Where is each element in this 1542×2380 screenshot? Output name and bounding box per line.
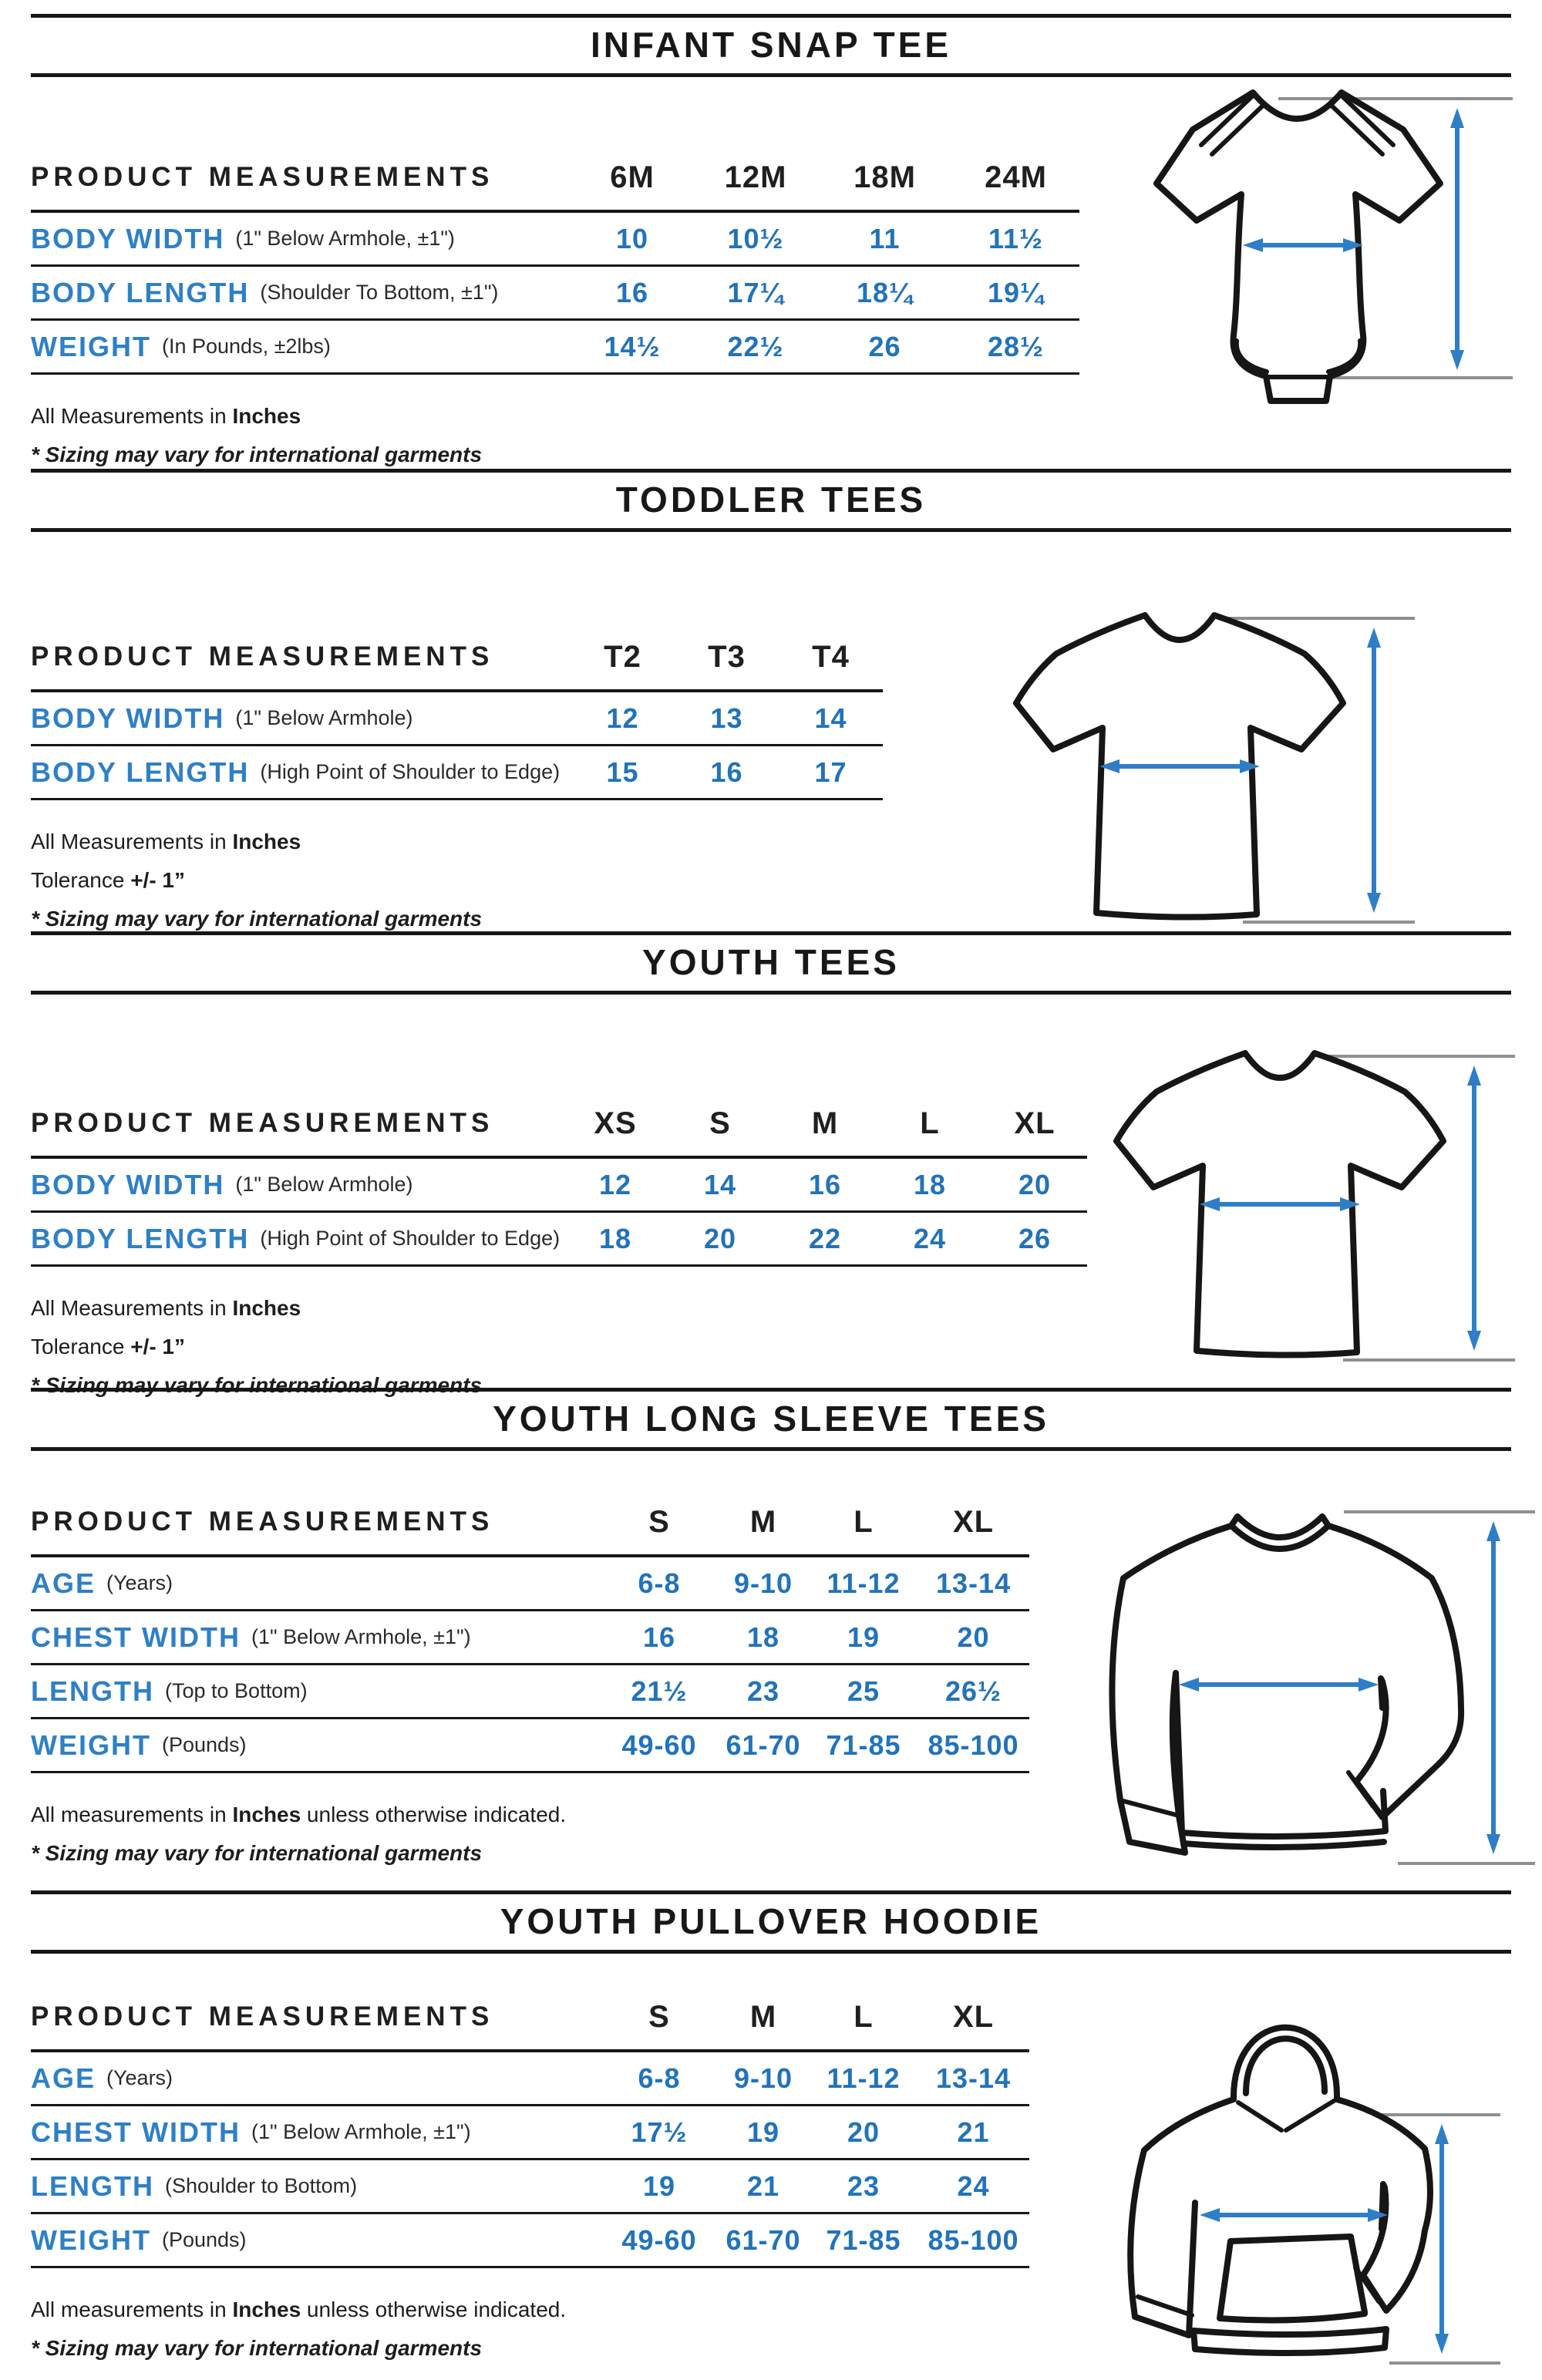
- column-header-l: L: [810, 1490, 917, 1557]
- infant-measurements-table: [31, 145, 1079, 375]
- section-title-band: [31, 931, 1511, 995]
- value-cell: 19: [717, 2106, 810, 2160]
- footnote-text: Tolerance: [31, 1335, 131, 1358]
- value-cell: 16: [773, 1159, 877, 1213]
- value-cell: 13-14: [917, 1557, 1029, 1611]
- section-title: YOUTH TEES: [642, 942, 900, 982]
- value-cell: 10: [571, 213, 694, 267]
- column-header-s: S: [601, 1490, 717, 1557]
- table-header-label: PRODUCT MEASUREMENTS: [31, 1490, 601, 1557]
- value-cell: 17: [779, 746, 883, 800]
- value-cell: 49-60: [601, 2214, 717, 2268]
- value-cell: 20: [668, 1213, 773, 1267]
- row-label: WEIGHT: [31, 330, 151, 362]
- value-cell: 15: [571, 746, 675, 800]
- row-label: CHEST WIDTH: [31, 2116, 241, 2148]
- length-arrow: [1486, 1521, 1500, 1854]
- row-label: BODY WIDTH: [31, 1168, 225, 1200]
- row-label-cell: [31, 746, 571, 800]
- column-header-xl: XL: [917, 1490, 1029, 1557]
- row-note: (1" Below Armhole, ±1"): [251, 2120, 471, 2143]
- column-header-18m: 18M: [817, 145, 952, 213]
- footnote-text: All Measurements in: [31, 830, 233, 853]
- row-label-cell: [31, 1611, 601, 1665]
- value-cell: 9-10: [717, 2052, 810, 2106]
- footnote-bold: Inches: [232, 1803, 301, 1826]
- value-cell: 16: [571, 267, 694, 321]
- footnote-text: unless otherwise indicated.: [301, 2298, 567, 2321]
- value-cell: 18¼: [817, 267, 952, 321]
- column-header-s: S: [668, 1091, 773, 1159]
- value-cell: 25: [810, 1665, 917, 1719]
- column-header-m: M: [773, 1091, 877, 1159]
- row-label-cell: [31, 1719, 601, 1773]
- value-cell: 23: [810, 2160, 917, 2214]
- chest-width-arrow: [1200, 2208, 1388, 2222]
- value-cell: 14: [668, 1159, 773, 1213]
- value-cell: 26: [982, 1213, 1087, 1267]
- row-note: (1" Below Armhole): [235, 706, 413, 729]
- value-cell: 22: [773, 1213, 877, 1267]
- long-sleeve-measurements-table: [31, 1490, 1029, 1773]
- section-youth-long-sleeve-tees: [0, 1388, 1542, 1880]
- value-cell: 26: [817, 321, 952, 375]
- row-label-cell: [31, 1557, 601, 1611]
- row-note: (Shoulder To Bottom, ±1"): [260, 281, 499, 304]
- value-cell: 18: [877, 1159, 982, 1213]
- footnote-bold: +/- 1”: [130, 1335, 185, 1358]
- footnote-bold: Inches: [232, 830, 301, 853]
- length-guide-lines: [1344, 1512, 1535, 1863]
- toddler-measurements-table: [31, 624, 883, 800]
- value-cell: 21: [917, 2106, 1029, 2160]
- row-label: BODY LENGTH: [31, 756, 250, 788]
- row-label: LENGTH: [31, 2170, 154, 2202]
- footnote-sizing: * Sizing may vary for international garments: [31, 1841, 483, 1865]
- body-length-arrow: [1450, 108, 1464, 370]
- column-header-m: M: [717, 1984, 810, 2052]
- row-label-cell: [31, 2052, 601, 2106]
- row-label: AGE: [31, 2062, 96, 2094]
- footnote-text: Tolerance: [31, 868, 131, 892]
- value-cell: 6-8: [601, 1557, 717, 1611]
- column-header-xl: XL: [982, 1091, 1087, 1159]
- value-cell: 12: [563, 1159, 668, 1213]
- row-note: (Pounds): [161, 2228, 247, 2251]
- footnote-text: All Measurements in: [31, 1296, 233, 1320]
- value-cell: 85-100: [917, 2214, 1029, 2268]
- section-title-band: [31, 1890, 1511, 1954]
- hoodie-measurements-table: [31, 1984, 1029, 2268]
- chest-width-arrow: [1179, 1678, 1379, 1692]
- row-label: WEIGHT: [31, 2223, 151, 2256]
- section-title: TODDLER TEES: [615, 480, 927, 520]
- section-title-band: [31, 1388, 1511, 1451]
- value-cell: 17¼: [694, 267, 817, 321]
- row-label: BODY WIDTH: [31, 702, 225, 734]
- footnote-text: All measurements in: [31, 2298, 233, 2321]
- pullover-hoodie-illustration: [1079, 1970, 1511, 2378]
- row-note: (Top to Bottom): [165, 1679, 308, 1702]
- value-cell: 24: [877, 1213, 982, 1267]
- section-title: YOUTH LONG SLEEVE TEES: [493, 1399, 1049, 1439]
- section-title-band: [31, 469, 1511, 532]
- column-header-xl: XL: [917, 1984, 1029, 2052]
- column-header-s: S: [601, 1984, 717, 2052]
- length-arrow: [1435, 2124, 1449, 2354]
- value-cell: 28½: [952, 321, 1079, 375]
- value-cell: 20: [917, 1611, 1029, 1665]
- value-cell: 13: [675, 692, 779, 746]
- value-cell: 18: [717, 1611, 810, 1665]
- value-cell: 23: [717, 1665, 810, 1719]
- column-header-xs: XS: [563, 1091, 668, 1159]
- row-note: (Pounds): [161, 1733, 247, 1756]
- column-header-m: M: [717, 1490, 810, 1557]
- row-note: (High Point of Shoulder to Edge): [260, 1227, 561, 1250]
- value-cell: 11-12: [810, 2052, 917, 2106]
- section-title: YOUTH PULLOVER HOODIE: [500, 1901, 1042, 1941]
- value-cell: 6-8: [601, 2052, 717, 2106]
- value-cell: 19: [601, 2160, 717, 2214]
- value-cell: 20: [810, 2106, 917, 2160]
- row-label: LENGTH: [31, 1675, 154, 1707]
- column-header-12m: 12M: [694, 145, 817, 213]
- row-note: (High Point of Shoulder to Edge): [260, 760, 561, 783]
- row-label-cell: [31, 2214, 601, 2268]
- row-label-cell: [31, 2106, 601, 2160]
- section-title-band: [31, 14, 1511, 77]
- toddler-tee-illustration: [995, 587, 1426, 934]
- row-label: BODY LENGTH: [31, 1222, 250, 1254]
- value-cell: 26½: [917, 1665, 1029, 1719]
- value-cell: 71-85: [810, 1719, 917, 1773]
- table-header-label: PRODUCT MEASUREMENTS: [31, 1984, 601, 2052]
- row-note: (1" Below Armhole): [235, 1173, 413, 1196]
- column-header-t2: T2: [571, 624, 675, 692]
- value-cell: 21½: [601, 1665, 717, 1719]
- row-note: (Years): [106, 2066, 173, 2089]
- row-note: (In Pounds, ±2lbs): [161, 335, 331, 358]
- youth-tee-illustration: [1095, 1025, 1527, 1372]
- column-header-l: L: [810, 1984, 917, 2052]
- value-cell: 21: [717, 2160, 810, 2214]
- row-label: WEIGHT: [31, 1729, 151, 1761]
- value-cell: 61-70: [717, 1719, 810, 1773]
- body-length-arrow: [1367, 628, 1381, 913]
- value-cell: 18: [563, 1213, 668, 1267]
- footnote-sizing: * Sizing may vary for international garments: [31, 2336, 483, 2360]
- footnote-bold: +/- 1”: [130, 868, 185, 892]
- row-label-cell: [31, 692, 571, 746]
- footnote-sizing: * Sizing may vary for international garments: [31, 443, 483, 466]
- youth-tees-measurements-table: [31, 1091, 1087, 1267]
- row-label-cell: [31, 213, 571, 267]
- row-label-cell: [31, 1665, 601, 1719]
- value-cell: 20: [982, 1159, 1087, 1213]
- table-header-label: PRODUCT MEASUREMENTS: [31, 1091, 563, 1159]
- column-header-t4: T4: [779, 624, 883, 692]
- long-sleeve-tee-illustration: [1037, 1476, 1538, 1877]
- row-label-cell: [31, 1213, 563, 1267]
- body-length-arrow: [1467, 1065, 1481, 1351]
- section-infant-snap-tee: [0, 14, 1542, 481]
- section-youth-pullover-hoodie: [0, 1890, 1542, 2375]
- column-header-t3: T3: [675, 624, 779, 692]
- table-header-label: PRODUCT MEASUREMENTS: [31, 145, 571, 213]
- value-cell: 61-70: [717, 2214, 810, 2268]
- value-cell: 10½: [694, 213, 817, 267]
- footnote-bold: Inches: [232, 1296, 301, 1320]
- footnote-bold: Inches: [232, 404, 301, 428]
- value-cell: 22½: [694, 321, 817, 375]
- value-cell: 12: [571, 692, 675, 746]
- column-header-6m: 6M: [571, 145, 694, 213]
- row-label: BODY WIDTH: [31, 222, 225, 254]
- footnote-bold: Inches: [232, 2298, 301, 2321]
- value-cell: 11-12: [810, 1557, 917, 1611]
- column-header-l: L: [877, 1091, 982, 1159]
- footnote-text: unless otherwise indicated.: [301, 1803, 567, 1826]
- value-cell: 16: [601, 1611, 717, 1665]
- value-cell: 19: [810, 1611, 917, 1665]
- row-label: BODY LENGTH: [31, 276, 250, 308]
- footnote-sizing: * Sizing may vary for international garments: [31, 1373, 483, 1397]
- row-label: AGE: [31, 1567, 96, 1599]
- row-label: CHEST WIDTH: [31, 1621, 241, 1653]
- value-cell: 14: [779, 692, 883, 746]
- section-youth-tees: [0, 931, 1542, 1412]
- footnote-text: All measurements in: [31, 1803, 233, 1826]
- row-note: (1" Below Armhole, ±1"): [235, 227, 455, 250]
- row-note: (1" Below Armhole, ±1"): [251, 1625, 471, 1648]
- value-cell: 11: [817, 213, 952, 267]
- value-cell: 19¼: [952, 267, 1079, 321]
- footnote-text: All Measurements in: [31, 404, 233, 428]
- footnotes: [31, 404, 1542, 467]
- value-cell: 14½: [571, 321, 694, 375]
- column-header-24m: 24M: [952, 145, 1079, 213]
- table-header-label: PRODUCT MEASUREMENTS: [31, 624, 571, 692]
- row-note: (Shoulder to Bottom): [165, 2174, 358, 2197]
- value-cell: 49-60: [601, 1719, 717, 1773]
- value-cell: 24: [917, 2160, 1029, 2214]
- section-toddler-tees: [0, 469, 1542, 945]
- value-cell: 13-14: [917, 2052, 1029, 2106]
- row-note: (Years): [106, 1571, 173, 1594]
- value-cell: 85-100: [917, 1719, 1029, 1773]
- value-cell: 11½: [952, 213, 1079, 267]
- section-title: INFANT SNAP TEE: [590, 25, 952, 65]
- row-label-cell: [31, 321, 571, 375]
- garment-outline: [1130, 2028, 1430, 2353]
- row-label-cell: [31, 267, 571, 321]
- value-cell: 9-10: [717, 1557, 810, 1611]
- value-cell: 17½: [601, 2106, 717, 2160]
- row-label-cell: [31, 1159, 563, 1213]
- row-label-cell: [31, 2160, 601, 2214]
- infant-bodysuit-illustration: [1095, 69, 1527, 409]
- value-cell: 71-85: [810, 2214, 917, 2268]
- value-cell: 16: [675, 746, 779, 800]
- footnote-sizing: * Sizing may vary for international garments: [31, 907, 483, 931]
